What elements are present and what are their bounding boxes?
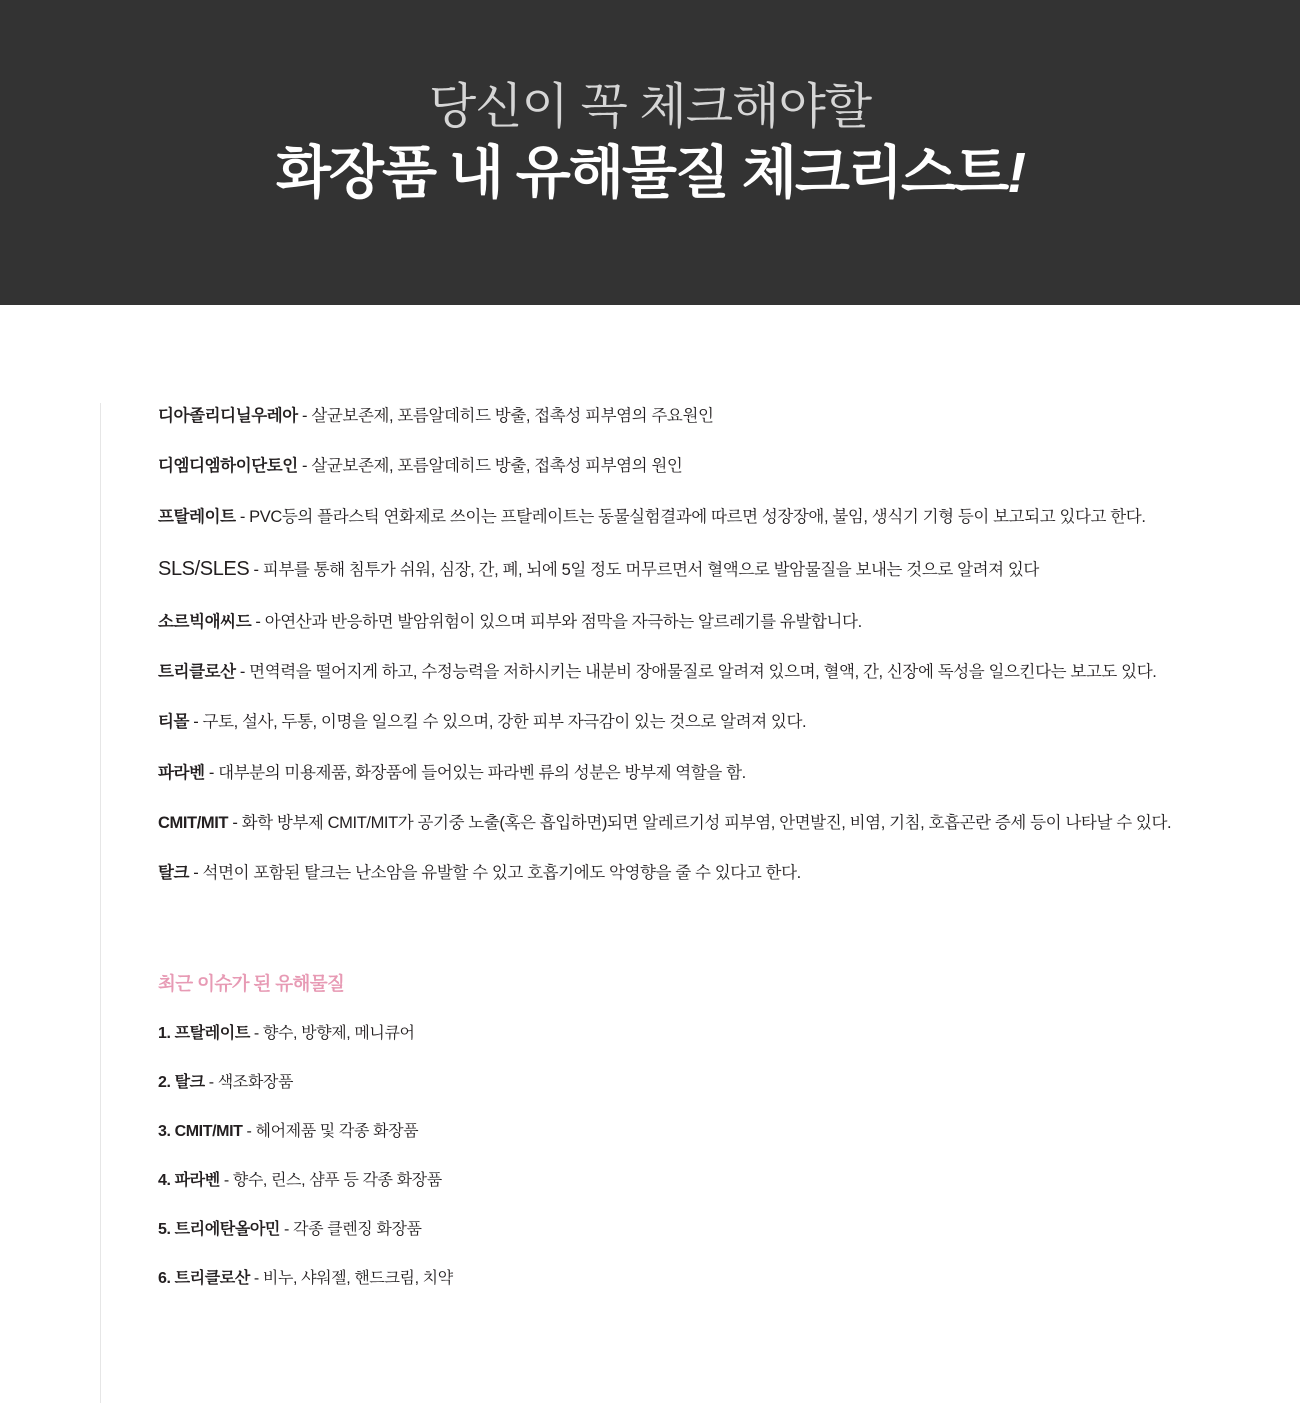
- recent-issues-list: [158, 1020, 1300, 1288]
- recent-item-number: 4.: [158, 1172, 171, 1190]
- recent-item-description: - 각종 클렌징 화장품: [284, 1221, 422, 1239]
- substance-term: CMIT/MIT: [158, 813, 229, 832]
- recent-list-item: [158, 1216, 1300, 1239]
- list-item: [158, 556, 1300, 583]
- substance-term: 소르빅애씨드: [158, 612, 252, 631]
- vertical-rule: [100, 403, 101, 1403]
- substance-description: - 화학 방부제 CMIT/MIT가 공기중 노출(혹은 흡입하면)되면 알레르기성 피부염, 안면발진, 비염, 기침, 호흡곤란 증세 등이 나타날 수 있다.: [232, 813, 1172, 832]
- recent-item-description: - 헤어제품 및 각종 화장품: [246, 1123, 419, 1141]
- recent-list-item: [158, 1265, 1300, 1288]
- substance-term: 디아졸리디닐우레아: [158, 407, 298, 425]
- substance-term: SLS/SLES: [158, 557, 250, 580]
- recent-item-description: - 향수, 방향제, 메니큐어: [253, 1025, 415, 1043]
- recent-item-number: 3.: [158, 1123, 171, 1141]
- recent-list-item: [158, 1020, 1300, 1043]
- recent-issues-title: 최근 이슈가 된 유해물질: [158, 973, 345, 995]
- list-item: [158, 455, 1300, 477]
- substance-description: - 대부분의 미용제품, 화장품에 들어있는 파라벤 류의 성분은 방부제 역할을 함.: [208, 763, 746, 782]
- recent-list-item: [158, 1069, 1300, 1092]
- recent-list-item: [158, 1167, 1300, 1190]
- substance-description: - 구토, 설사, 두통, 이명을 일으킬 수 있으며, 강한 피부 자극감이 있는 것으로 알려져 있다.: [193, 713, 807, 732]
- substance-term: 티몰: [158, 713, 190, 732]
- list-item: [158, 762, 1300, 784]
- recent-item-term: CMIT/MIT: [174, 1123, 243, 1141]
- substance-list: [0, 405, 1300, 884]
- list-item: [158, 661, 1300, 683]
- substance-description: - 살균보존제, 포름알데히드 방출, 접촉성 피부염의 주요원인: [302, 407, 714, 425]
- recent-item-description: - 색조화장품: [208, 1074, 294, 1092]
- substance-term: 파라벤: [158, 763, 205, 782]
- recent-item-term: 탈크: [174, 1074, 205, 1092]
- banner-title-text: 화장품 내 유해물질 체크리스트: [275, 140, 1008, 205]
- list-item: [158, 812, 1300, 834]
- recent-item-term: 트리클로산: [174, 1270, 250, 1288]
- substance-description: - 석면이 포함된 탈크는 난소암을 유발할 수 있고 호흡기에도 악영향을 줄 수 있다고 한다.: [193, 864, 801, 883]
- recent-issues-section: [0, 912, 1300, 1288]
- list-item: [158, 611, 1300, 633]
- substance-term: 트리클로산: [158, 663, 236, 682]
- recent-item-description: - 향수, 린스, 샴푸 등 각종 화장품: [223, 1172, 442, 1190]
- substance-description: - 면역력을 떨어지게 하고, 수정능력을 저하시키는 내분비 장애물질로 알려져 있으며, 혈액, 간, 신장에 독성을 일으킨다는 보고도 있다.: [239, 663, 1157, 682]
- substance-term: 디엠디엠하이단토인: [158, 457, 298, 476]
- list-item: [158, 506, 1300, 528]
- substance-term: 프탈레이트: [158, 507, 236, 526]
- recent-item-term: 파라벤: [174, 1172, 220, 1190]
- substance-description: - 아연산과 반응하면 발암위험이 있으며 피부와 점막을 자극하는 알르레기를 유발합니다.: [255, 612, 862, 631]
- recent-item-term: 프탈레이트: [174, 1025, 250, 1043]
- banner-title-exclamation: !: [1007, 140, 1025, 205]
- recent-item-number: 6.: [158, 1270, 171, 1288]
- header-banner: [0, 0, 1300, 305]
- banner-subtitle: 당신이 꼭 체크해야할: [428, 79, 872, 134]
- list-item: [158, 862, 1300, 884]
- list-item: [158, 405, 1300, 427]
- list-item: [158, 711, 1300, 733]
- recent-item-number: 5.: [158, 1221, 171, 1239]
- recent-list-item: [158, 1118, 1300, 1141]
- substance-term: 탈크: [158, 864, 190, 883]
- recent-item-description: - 비누, 샤워젤, 핸드크림, 치약: [253, 1270, 453, 1288]
- substance-description: - 피부를 통해 침투가 쉬워, 심장, 간, 폐, 뇌에 5일 정도 머무르면서 혈액으로 발암물질을 보내는 것으로 알려져 있다: [253, 560, 1039, 579]
- recent-item-number: 2.: [158, 1074, 171, 1092]
- recent-item-number: 1.: [158, 1025, 171, 1043]
- banner-title: [276, 141, 1024, 207]
- substance-description: - 살균보존제, 포름알데히드 방출, 접촉성 피부염의 원인: [302, 457, 683, 476]
- substance-description: - PVC등의 플라스틱 연화제로 쓰이는 프탈레이트는 동물실험결과에 따르면 성장장애, 불임, 생식기 기형 등이 보고되고 있다고 한다.: [239, 507, 1146, 526]
- content-area: [0, 305, 1300, 1288]
- recent-item-term: 트리에탄올아민: [174, 1221, 280, 1239]
